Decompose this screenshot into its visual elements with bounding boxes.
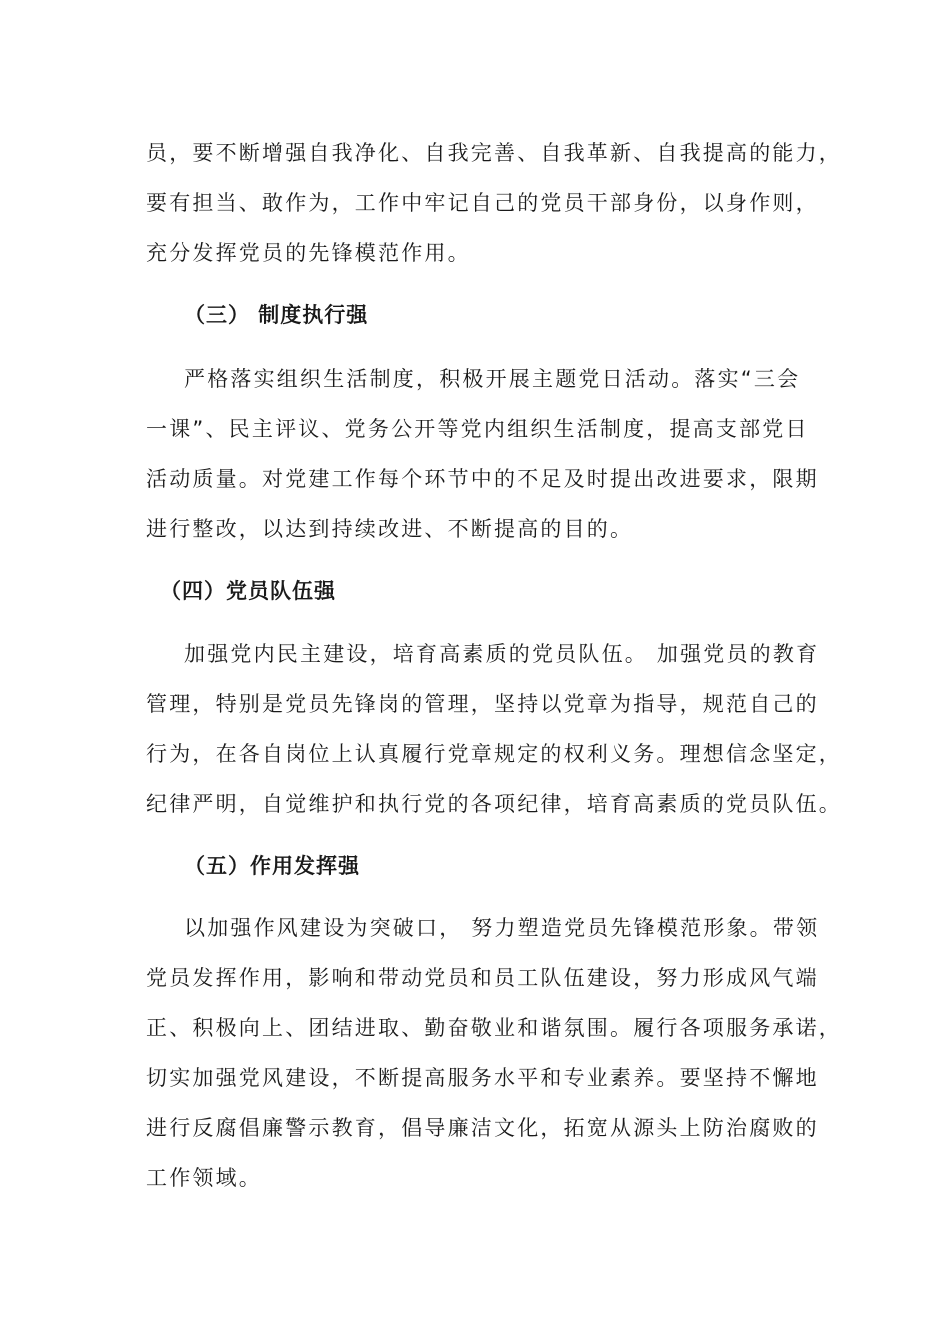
text-line: 加强党内民主建设，培育高素质的党员队伍。 加强党员的教育 bbox=[184, 642, 820, 666]
text-line: 充分发挥党员的先锋模范作用。 bbox=[146, 241, 471, 265]
text-line: 一课”、民主评议、党务公开等党内组织生活制度，提高支部党日 bbox=[146, 417, 809, 441]
text-line: 切实加强党风建设，不断提高服务水平和专业素养。要坚持不懈地 bbox=[146, 1066, 819, 1090]
text-line: 管理，特别是党员先锋岗的管理，坚持以党章为指导，规范自己的 bbox=[146, 692, 819, 716]
text-line: 要有担当、敢作为，工作中牢记自己的党员干部身份，以身作则， bbox=[146, 191, 819, 215]
text-line: 行为，在各自岗位上认真履行党章规定的权利义务。理想信念坚定， bbox=[146, 742, 842, 766]
section-heading-5: （五）作用发挥强 bbox=[184, 854, 360, 878]
text-line: 党员发挥作用，影响和带动党员和员工队伍建设，努力形成风气端 bbox=[146, 966, 819, 990]
text-line: 员，要不断增强自我净化、自我完善、自我革新、自我提高的能力， bbox=[146, 141, 842, 165]
section-heading-3: （三） 制度执行强 bbox=[184, 303, 369, 327]
text-line: 正、积极向上、团结进取、勤奋敬业和谐氛围。履行各项服务承诺， bbox=[146, 1016, 842, 1040]
text-line: 活动质量。对党建工作每个环节中的不足及时提出改进要求，限期 bbox=[146, 467, 819, 491]
text-line: 纪律严明，自觉维护和执行党的各项纪律，培育高素质的党员队伍。 bbox=[146, 792, 842, 816]
section-heading-4: （四）党员队伍强 bbox=[160, 579, 336, 603]
text-line: 以加强作风建设为突破口， 努力塑造党员先锋模范形象。带领 bbox=[184, 916, 820, 940]
text-line: 进行整改，以达到持续改进、不断提高的目的。 bbox=[146, 517, 634, 541]
text-line: 进行反腐倡廉警示教育，倡导廉洁文化，拓宽从源头上防治腐败的 bbox=[146, 1116, 819, 1140]
text-line: 工作领域。 bbox=[146, 1166, 262, 1190]
text-line: 严格落实组织生活制度，积极开展主题党日活动。落实“三会 bbox=[184, 367, 801, 391]
